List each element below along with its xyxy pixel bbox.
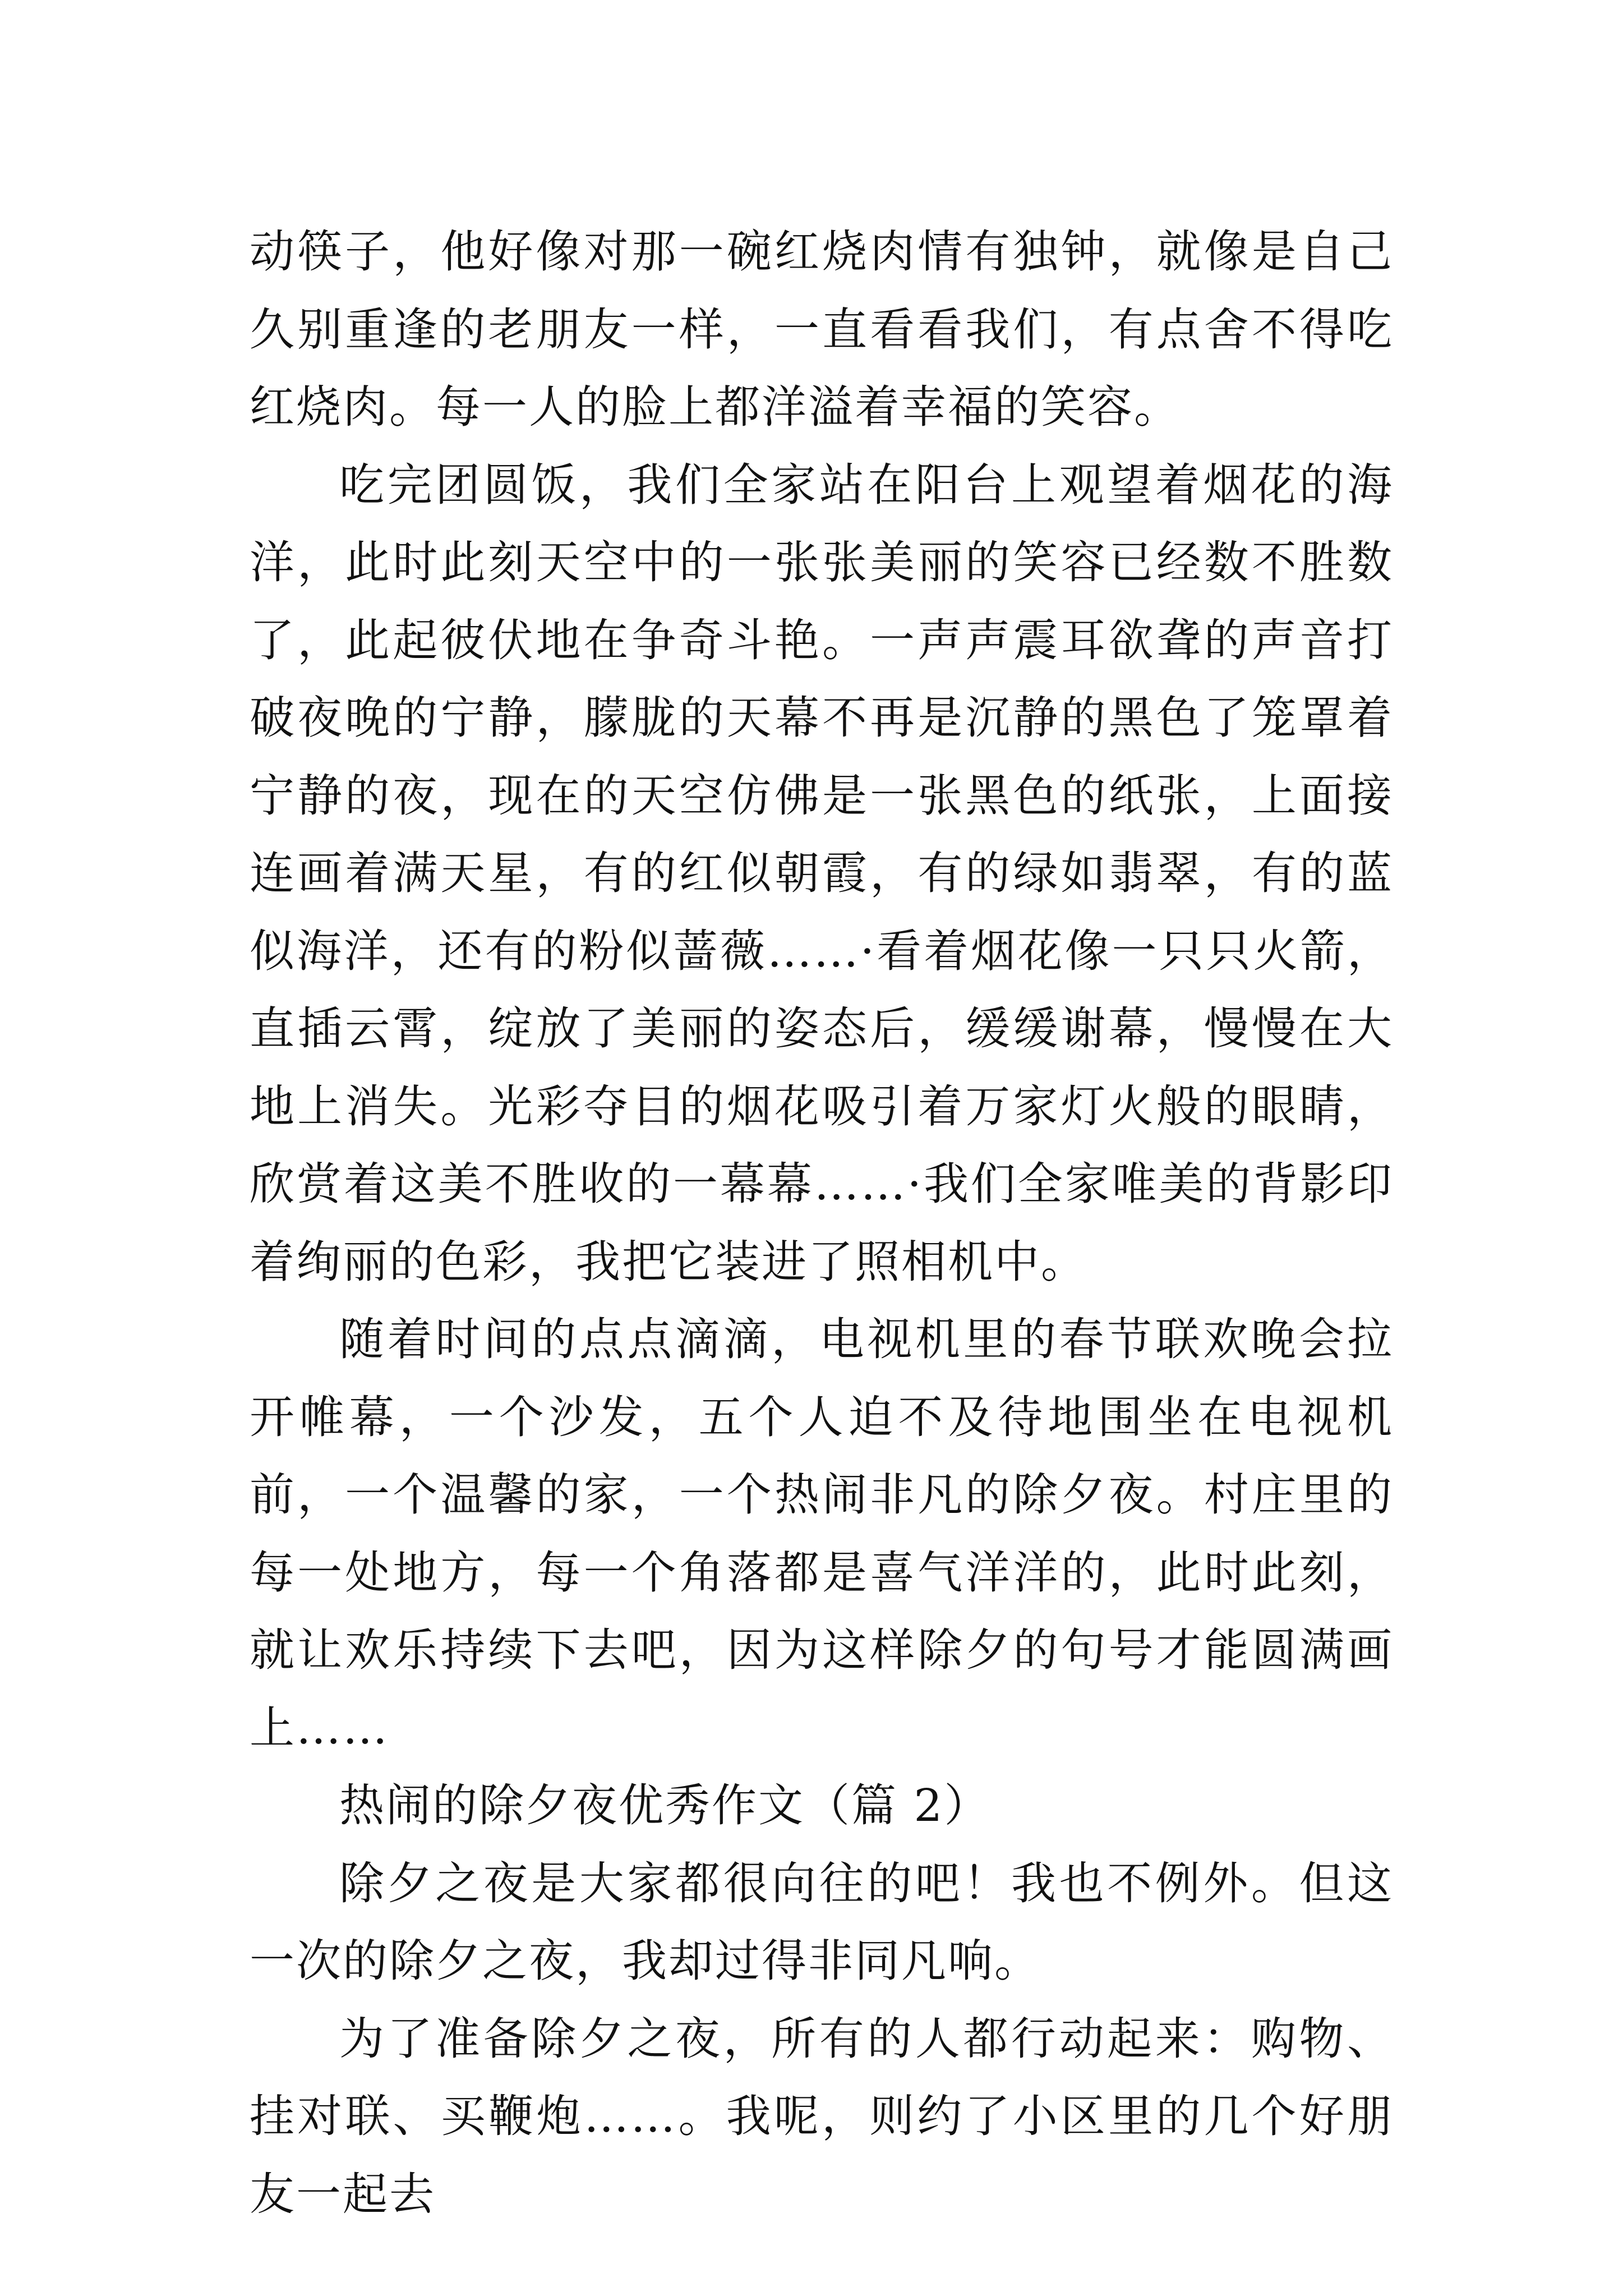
- paragraph-3: 随着时间的点点滴滴，电视机里的春节联欢晚会拉开帷幕，一个沙发，五个人迫不及待地围坐在电视机前，一个温馨的家，一个热闹非凡的除夕夜。村庄里的每一处地方，每一个角落都是喜气洋洋的，此时此刻，就让欢乐持续下去吧，因为这样除夕的句号才能圆满画上……: [250, 1313, 1394, 1754]
- paragraph-4: 除夕之夜是大家都很向往的吧！我也不例外。但这一次的除夕之夜，我却过得非同凡响。: [250, 1857, 1394, 1987]
- paragraph-5: 为了准备除夕之夜，所有的人都行动起来：购物、挂对联、买鞭炮……。我呢，则约了小区里的几个好朋友一起去: [250, 2012, 1394, 2220]
- paragraph-1: 动筷子，他好像对那一碗红烧肉情有独钟，就像是自己久别重逢的老朋友一样，一直看看我们，有点舍不得吃红烧肉。每一人的脸上都洋溢着幸福的笑容。: [250, 226, 1394, 433]
- document-body: [250, 213, 1394, 2233]
- section-heading: 热闹的除夕夜优秀作文（篇 2）: [339, 1779, 991, 1832]
- paragraph-2: 吃完团圆饭，我们全家站在阳台上观望着烟花的海洋，此时此刻天空中的一张张美丽的笑容已经数不胜数了，此起彼伏地在争奇斗艳。一声声震耳欲聋的声音打破夜晚的宁静，朦胧的天幕不再是沉静的黑色了笼罩着宁静的夜，现在的天空仿佛是一张黑色的纸张，上面接连画着满天星，有的红似朝霞，有的绿如翡翠，有的蓝似海洋，还有的粉似蔷薇……·看着烟花像一只只火箭，直插云霄，绽放了美丽的姿态后，缓缓谢幕，慢慢在大地上消失。光彩夺目的烟花吸引着万家灯火般的眼睛，欣赏着这美不胜收的一幕幕……·我们全家唯美的背影印着绚丽的色彩，我把它装进了照相机中。: [250, 458, 1394, 1288]
